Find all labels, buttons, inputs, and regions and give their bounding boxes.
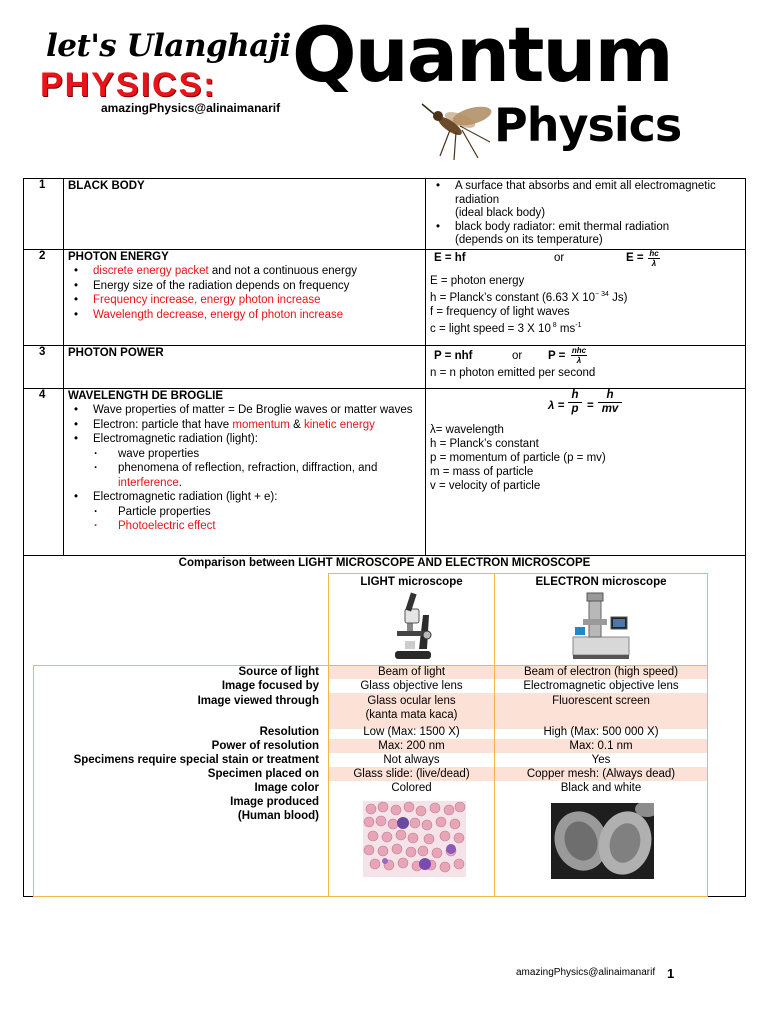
row-number: 4: [39, 389, 46, 401]
electron-value: Yes: [591, 754, 611, 766]
definition: m = mass of particle: [430, 466, 534, 478]
definition: E = photon energy: [430, 275, 525, 287]
light-value: Beam of light: [377, 666, 446, 678]
row-label: Image color: [254, 782, 319, 794]
row-number: 1: [39, 179, 46, 191]
row-label: Image viewed through: [197, 695, 319, 707]
row-topic: PHOTON ENERGY: [68, 251, 169, 263]
header-script-title: let's Ulanghaji: [46, 28, 291, 64]
definition: f = frequency of light waves: [430, 305, 570, 318]
row-label: Specimens require special stain or treatment: [73, 754, 319, 766]
definition: v = velocity of particle: [430, 480, 541, 492]
physics-summary-table: [23, 178, 746, 897]
photon-power-formula: P = nhf or P = nhc λ: [434, 346, 587, 365]
electron-microscope-icon: [569, 591, 633, 663]
header-physics-title: Physics: [494, 98, 682, 152]
blood-cells-sem-image: [551, 803, 654, 879]
header-physics-label: PHYSICS:: [40, 66, 217, 104]
electron-value: High (Max: 500 000 X): [543, 726, 659, 738]
definition: p = momentum of particle (p = mv): [430, 452, 606, 464]
list-item: (ideal black body): [455, 207, 546, 219]
row-label: Image focused by: [221, 680, 319, 692]
list-item: · wave properties: [68, 447, 421, 462]
list-item: • discrete energy packet and not a continuous energy: [68, 264, 421, 279]
comparison-title: Comparison between LIGHT MICROSCOPE AND ELECTRON MICROSCOPE: [178, 557, 591, 569]
row-topic: PHOTON POWER: [68, 347, 164, 359]
mosquito-icon: [420, 86, 520, 164]
light-microscope-icon: [385, 591, 441, 663]
list-item: • Frequency increase, energy photon increase: [68, 293, 421, 308]
electron-value: Copper mesh: (Always dead): [526, 768, 676, 780]
list-item: • Wavelength decrease, energy of photon increase: [68, 308, 421, 323]
list-item: (depends on its temperature): [455, 234, 603, 246]
definition: λ= wavelength: [430, 424, 504, 436]
row-topic: WAVELENGTH DE BROGLIE: [68, 390, 224, 402]
header-email: amazingPhysics@alinaimanarif: [101, 101, 281, 115]
list-item: · Photoelectric effect: [68, 519, 421, 534]
column-header-light: LIGHT microscope: [360, 576, 463, 588]
row-label: Image produced: [230, 796, 319, 808]
row-label: (Human blood): [237, 810, 319, 822]
list-item: · phenomena of reflection, refraction, diffraction, and interference.: [68, 461, 421, 490]
blood-smear-light-image: [363, 801, 466, 877]
electron-value: Fluorescent screen: [552, 695, 650, 707]
light-value-translation: (kanta mata kaca): [365, 709, 458, 721]
row-number: 2: [39, 250, 46, 262]
light-value: Glass objective lens: [360, 680, 463, 692]
list-item: · Particle properties: [68, 505, 421, 520]
electron-value: Beam of electron (high speed): [523, 666, 679, 678]
list-item: • A surface that absorbs and emit all electromagnetic radiation: [430, 180, 741, 207]
definition: c = light speed = 3 X 10 $^8$ $ms^{-1}$: [430, 321, 582, 335]
definition: n = n photon emitted per second: [430, 367, 596, 379]
page-number: 1: [667, 966, 675, 981]
list-item: • Electron: particle that have momentum & kinetic energy: [68, 418, 421, 433]
header-quantum-title: Quantum: [292, 10, 672, 99]
light-value: Low (Max: 1500 X): [363, 726, 460, 738]
row-label: Specimen placed on: [207, 768, 319, 780]
table-row: [24, 389, 745, 556]
light-value: Max: 200 nm: [378, 740, 445, 752]
list-item: • Electromagnetic radiation (light + e):: [68, 490, 421, 505]
table-row: [24, 250, 745, 346]
footer-email: amazingPhysics@alinaimanarif: [516, 967, 656, 978]
light-value: Not always: [383, 754, 440, 766]
electron-value: Electromagnetic objective lens: [523, 680, 679, 692]
photon-energy-formula: E = hf or E = hc λ: [434, 249, 659, 268]
definition: h = Planck’s constant (6.63 X $10^{- 34}$ Js): [430, 291, 628, 304]
electron-value: Max: 0.1 nm: [569, 740, 633, 752]
row-topic: BLACK BODY: [68, 180, 145, 192]
row-label: Source of light: [238, 666, 319, 678]
row-number: 3: [39, 346, 46, 358]
list-item: • black body radiator: emit thermal radiation: [430, 221, 741, 235]
de-broglie-formula: λ = h p = h mv: [430, 389, 741, 423]
row-label: Resolution: [259, 726, 319, 738]
comparison-table: [33, 573, 708, 897]
light-value: Colored: [391, 782, 432, 794]
electron-value: Black and white: [560, 782, 642, 794]
light-value: Glass ocular lens: [367, 695, 456, 707]
table-row: [24, 179, 745, 250]
row-label: Power of resolution: [211, 740, 319, 752]
light-value: Glass slide: (live/dead): [353, 768, 470, 780]
table-row: [24, 346, 745, 389]
list-item: • Wave properties of matter = De Broglie waves or matter waves: [68, 403, 421, 418]
definition: h = Planck’s constant: [430, 438, 539, 450]
list-item: • Energy size of the radiation depends on frequency: [68, 279, 421, 294]
column-header-electron: ELECTRON microscope: [535, 576, 667, 588]
list-item: • Electromagnetic radiation (light):: [68, 432, 421, 447]
